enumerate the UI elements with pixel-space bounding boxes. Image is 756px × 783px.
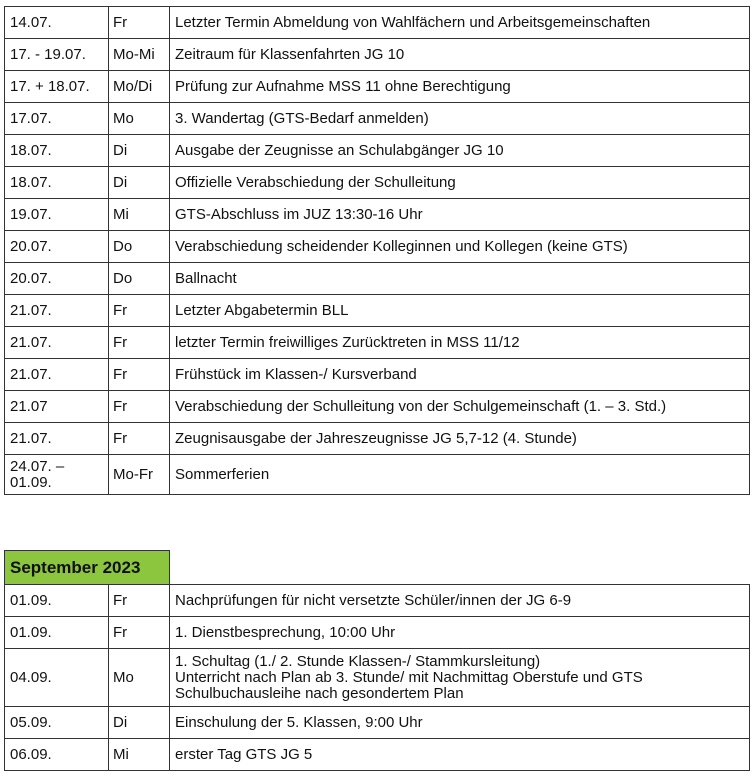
table-row bbox=[5, 231, 750, 263]
date-cell: 01.09. bbox=[5, 617, 109, 649]
event-description: GTS-Abschluss im JUZ 13:30-16 Uhr bbox=[170, 199, 750, 231]
event-description: letzter Termin freiwilliges Zurücktreten in MSS 11/12 bbox=[170, 327, 750, 359]
weekday-cell: Di bbox=[109, 167, 170, 199]
description-line: Schulbuchausleihe nach gesondertem Plan bbox=[175, 684, 464, 702]
event-description: Verabschiedung der Schulleitung von der Schulgemeinschaft (1. – 3. Std.) bbox=[170, 391, 750, 423]
description-line: 1. Dienstbesprechung, 10:00 Uhr bbox=[175, 624, 396, 641]
date-cell: 01.09. bbox=[5, 585, 109, 617]
table-row bbox=[5, 617, 750, 649]
date-cell: 20.07. bbox=[5, 231, 109, 263]
date-cell: 19.07. bbox=[5, 199, 109, 231]
date-cell: 21.07. bbox=[5, 359, 109, 391]
weekday-cell: Mo-Fr bbox=[109, 455, 170, 495]
table-row bbox=[5, 707, 750, 739]
table-row bbox=[5, 103, 750, 135]
table-row bbox=[5, 263, 750, 295]
event-description: Zeitraum für Klassenfahrten JG 10 bbox=[170, 39, 750, 71]
table-row bbox=[5, 135, 750, 167]
table-row bbox=[5, 39, 750, 71]
event-description: Letzter Abgabetermin BLL bbox=[170, 295, 750, 327]
date-cell: 17.07. bbox=[5, 103, 109, 135]
table-row bbox=[5, 295, 750, 327]
event-description: Frühstück im Klassen-/ Kursverband bbox=[170, 359, 750, 391]
event-description: Sommerferien bbox=[170, 455, 750, 495]
event-description: Offizielle Verabschiedung der Schulleitung bbox=[170, 167, 750, 199]
weekday-cell: Fr bbox=[109, 7, 170, 39]
table-row bbox=[5, 585, 750, 617]
weekday-cell: Mo bbox=[109, 103, 170, 135]
section-header-september: September 2023 bbox=[5, 551, 170, 585]
date-line: 24.07. – bbox=[10, 457, 65, 475]
event-description bbox=[170, 585, 750, 617]
event-description: 3. Wandertag (GTS-Bedarf anmelden) bbox=[170, 103, 750, 135]
weekday-cell: Di bbox=[109, 707, 170, 739]
weekday-cell: Di bbox=[109, 135, 170, 167]
table-row bbox=[5, 739, 750, 771]
weekday-cell: Fr bbox=[109, 295, 170, 327]
date-cell: 04.09. bbox=[5, 649, 109, 707]
date-cell: 17. + 18.07. bbox=[5, 71, 109, 103]
date-cell bbox=[5, 455, 109, 495]
event-description bbox=[170, 617, 750, 649]
date-cell: 21.07 bbox=[5, 391, 109, 423]
weekday-cell: Mo/Di bbox=[109, 71, 170, 103]
weekday-cell: Do bbox=[109, 231, 170, 263]
date-cell: 21.07. bbox=[5, 423, 109, 455]
event-description: Ballnacht bbox=[170, 263, 750, 295]
weekday-cell: Fr bbox=[109, 423, 170, 455]
schedule-body-july bbox=[5, 7, 750, 495]
table-row bbox=[5, 199, 750, 231]
event-description: Prüfung zur Aufnahme MSS 11 ohne Berechtigung bbox=[170, 71, 750, 103]
header-spacer bbox=[170, 551, 750, 585]
date-line: 01.09. bbox=[10, 473, 52, 491]
table-row bbox=[5, 455, 750, 495]
weekday-cell: Mo bbox=[109, 649, 170, 707]
schedule-table-july bbox=[4, 6, 750, 495]
date-cell: 14.07. bbox=[5, 7, 109, 39]
table-row bbox=[5, 327, 750, 359]
description-line: Unterricht nach Plan ab 3. Stunde/ mit Nachmittag Oberstufe und GTS bbox=[175, 668, 643, 686]
table-row bbox=[5, 423, 750, 455]
weekday-cell: Fr bbox=[109, 359, 170, 391]
event-description: Letzter Termin Abmeldung von Wahlfächern und Arbeitsgemeinschaften bbox=[170, 7, 750, 39]
event-description: Zeugnisausgabe der Jahreszeugnisse JG 5,7-12 (4. Stunde) bbox=[170, 423, 750, 455]
weekday-cell: Fr bbox=[109, 617, 170, 649]
date-cell: 06.09. bbox=[5, 739, 109, 771]
event-description bbox=[170, 707, 750, 739]
table-row bbox=[5, 391, 750, 423]
weekday-cell: Fr bbox=[109, 391, 170, 423]
event-description: Ausgabe der Zeugnisse an Schulabgänger JG 10 bbox=[170, 135, 750, 167]
table-row bbox=[5, 71, 750, 103]
table-row bbox=[5, 167, 750, 199]
table-row bbox=[5, 359, 750, 391]
date-cell: 20.07. bbox=[5, 263, 109, 295]
description-line: Einschulung der 5. Klassen, 9:00 Uhr bbox=[175, 714, 423, 731]
section-header-row bbox=[5, 551, 750, 585]
date-cell: 17. - 19.07. bbox=[5, 39, 109, 71]
description-line: 1. Schultag (1./ 2. Stunde Klassen-/ Stammkursleitung) bbox=[175, 652, 541, 670]
weekday-cell: Do bbox=[109, 263, 170, 295]
date-cell: 21.07. bbox=[5, 295, 109, 327]
schedule-table-september bbox=[4, 550, 750, 771]
event-description bbox=[170, 649, 750, 707]
description-line: Nachprüfungen für nicht versetzte Schüler/innen der JG 6-9 bbox=[175, 592, 572, 609]
weekday-cell: Mi bbox=[109, 739, 170, 771]
date-cell: 21.07. bbox=[5, 327, 109, 359]
weekday-cell: Mi bbox=[109, 199, 170, 231]
table-row bbox=[5, 649, 750, 707]
event-description: Verabschiedung scheidender Kolleginnen und Kollegen (keine GTS) bbox=[170, 231, 750, 263]
weekday-cell: Mo-Mi bbox=[109, 39, 170, 71]
date-cell: 18.07. bbox=[5, 135, 109, 167]
date-cell: 18.07. bbox=[5, 167, 109, 199]
date-cell: 05.09. bbox=[5, 707, 109, 739]
event-description bbox=[170, 739, 750, 771]
description-line: erster Tag GTS JG 5 bbox=[175, 746, 313, 763]
table-row bbox=[5, 7, 750, 39]
weekday-cell: Fr bbox=[109, 585, 170, 617]
weekday-cell: Fr bbox=[109, 327, 170, 359]
schedule-body-september bbox=[5, 551, 750, 771]
